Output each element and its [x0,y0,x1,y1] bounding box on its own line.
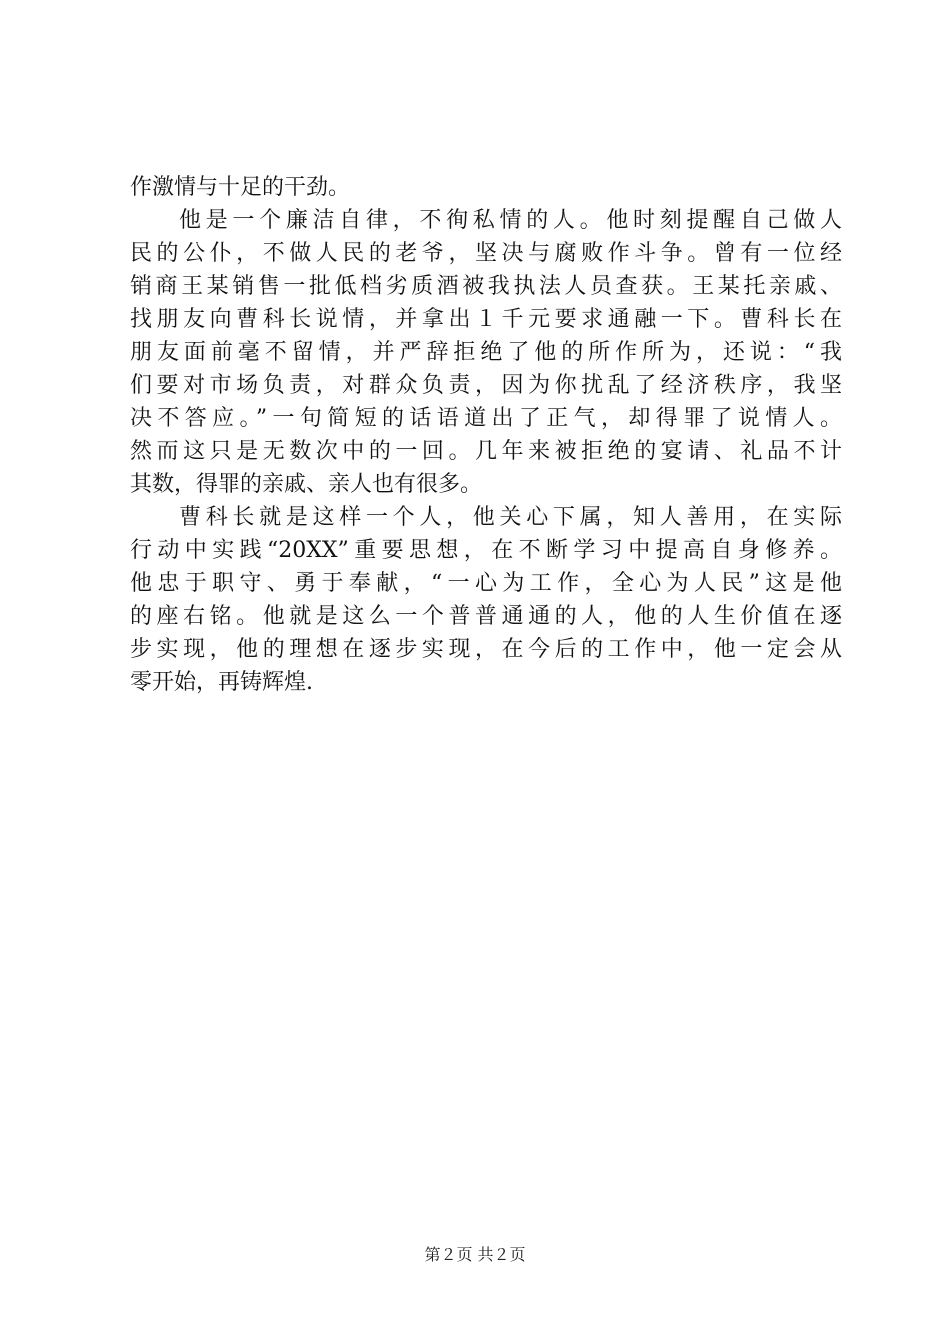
text-line: 销商王某销售一批低档劣质酒被我执法人员查获。王某托亲戚、 [130,274,842,299]
text-line: 们要对市场负责，对群众负责，因为你扰乱了经济秩序，我坚 [130,373,842,398]
text-line: 零开始，再铸辉煌. [130,670,313,695]
text-line: 他忠于职守、勇于奉献，“一心为工作，全心为人民”这是他 [130,571,842,596]
text-line: 朋友面前毫不留情，并严辞拒绝了他的所作所为，还说：“我 [130,340,842,365]
text-line: 的座右铭。他就是这么一个普普通通的人，他的人生价值在逐 [130,604,842,629]
text-line: 找朋友向曹科长说情，并拿出１千元要求通融一下。曹科长在 [130,307,842,332]
text-line: 作激情与十足的干劲。 [130,175,351,200]
document-body [130,171,842,699]
page-number-footer: 第２页 共２页 [424,1245,526,1264]
paragraph-start-line: 曹科长就是这样一个人，他关心下属，知人善用，在实际 [179,505,842,530]
text-line: 步实现，他的理想在逐步实现，在今后的工作中，他一定会从 [130,637,842,662]
text-line: 决不答应。”一句简短的话语道出了正气，却得罪了说情人。 [130,406,842,431]
text-line: 其数，得罪的亲戚、亲人也有很多。 [130,472,483,497]
text-line: 民的公仆，不做人民的老爷，坚决与腐败作斗争。曾有一位经 [130,241,842,266]
text-line: 行动中实践“20XX”重要思想，在不断学习中提高自身修养。 [130,538,842,563]
paragraph-start-line: 他是一个廉洁自律，不徇私情的人。他时刻提醒自己做人 [179,208,842,233]
text-line: 然而这只是无数次中的一回。几年来被拒绝的宴请、礼品不计 [130,439,842,464]
